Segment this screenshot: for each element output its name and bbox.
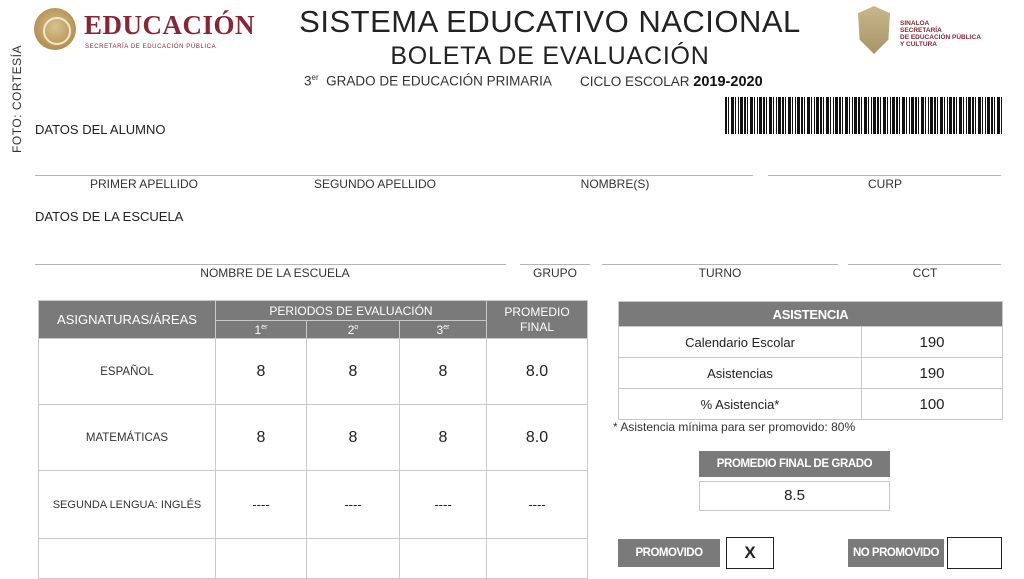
period-3-sup: er [443, 323, 450, 331]
grade-cell: ---- [400, 471, 487, 539]
period-3-num: 3 [436, 322, 444, 337]
sinaloa-shield-icon [858, 6, 890, 54]
page-subtitle: BOLETA DE EVALUACIÓN [390, 42, 710, 70]
attendance-value: 100 [862, 389, 1003, 420]
grades-table [38, 300, 588, 579]
average-cell: 8.0 [487, 405, 588, 471]
grade-cell: 8 [400, 405, 487, 471]
period-1-num: 1 [254, 322, 262, 337]
field-label-group: GRUPO [532, 266, 577, 280]
average-cell [487, 539, 588, 579]
grade-ordinal: er [311, 73, 319, 82]
attendance-table [618, 301, 1003, 420]
subject-name: ESPAÑOL [39, 339, 216, 405]
attendance-value: 190 [862, 358, 1003, 389]
average-cell: ---- [487, 471, 588, 539]
field-label-shift: TURNO [698, 266, 742, 280]
grade-cell: 8 [307, 339, 400, 405]
not-promoted-label: NO PROMOVIDO [848, 539, 944, 567]
final-average-label: PROMEDIO FINAL DE GRADO [699, 451, 890, 477]
table-row [619, 327, 1003, 358]
school-cycle [580, 74, 763, 90]
school-name-line [35, 264, 506, 265]
table-row [39, 405, 588, 471]
attendance-label: Asistencias [619, 358, 862, 389]
attendance-note: * Asistencia mínima para ser promovido: 80% [613, 420, 856, 434]
school-section-title: DATOS DE LA ESCUELA [35, 209, 184, 224]
subject-name [39, 539, 216, 579]
curp-line [768, 175, 1001, 176]
national-seal-icon [34, 8, 76, 50]
header-final-average [487, 301, 588, 339]
field-label-first-surname: PRIMER APELLIDO [89, 177, 199, 191]
student-fields-line [35, 175, 753, 176]
average-cell: 8.0 [487, 339, 588, 405]
period-2-num: 2 [347, 322, 355, 337]
grade-cell [307, 539, 400, 579]
grade-text: GRADO DE EDUCACIÓN PRIMARIA [326, 73, 552, 89]
attendance-label: Calendario Escolar [619, 327, 862, 358]
subject-name: SEGUNDA LENGUA: INGLÉS [39, 471, 216, 539]
sep-logo-word: EDUCACIÓN [84, 10, 256, 40]
table-row [39, 471, 588, 539]
field-label-names: NOMBRE(S) [580, 177, 650, 191]
student-section-title: DATOS DEL ALUMNO [35, 122, 166, 137]
field-label-curp: CURP [867, 177, 902, 191]
cycle-label: CICLO ESCOLAR [580, 74, 690, 89]
sinaloa-line: SINALOA [900, 20, 930, 27]
grade-cell: 8 [216, 405, 307, 471]
grade-line [304, 73, 552, 89]
final-average-value: 8.5 [699, 481, 890, 511]
header-periods: PERIODOS DE EVALUACIÓN [216, 301, 487, 321]
grade-cell: 8 [307, 405, 400, 471]
grade-cell [400, 539, 487, 579]
grade-cell: 8 [400, 339, 487, 405]
sinaloa-line: DE EDUCACIÓN PÚBLICA [900, 34, 981, 41]
field-label-school-name: NOMBRE DE LA ESCUELA [200, 266, 350, 280]
promoted-label: PROMOVIDO [618, 539, 720, 567]
grade-cell: 8 [216, 339, 307, 405]
sinaloa-logo [858, 6, 1018, 58]
table-row [39, 539, 588, 579]
subject-name: MATEMÁTICAS [39, 405, 216, 471]
grade-cell: ---- [307, 471, 400, 539]
table-row [39, 339, 588, 405]
cycle-value: 2019-2020 [693, 74, 763, 90]
sinaloa-line: Y CULTURA [900, 41, 937, 48]
attendance-value: 190 [862, 327, 1003, 358]
group-line [520, 264, 590, 265]
table-row [619, 389, 1003, 420]
grade-cell: ---- [216, 471, 307, 539]
grade-cell [216, 539, 307, 579]
sinaloa-line: SECRETARÍA [900, 27, 942, 34]
header-period-1 [216, 321, 307, 339]
header-subjects: ASIGNATURAS/ÁREAS [39, 301, 216, 339]
shift-line [602, 264, 838, 265]
page-title: SISTEMA EDUCATIVO NACIONAL [299, 4, 801, 39]
not-promoted-checkbox [947, 537, 1002, 569]
promoted-checkbox: X [726, 537, 774, 569]
cct-line [848, 264, 1001, 265]
field-label-cct: CCT [912, 266, 938, 280]
sep-logo-subtitle: SECRETARÍA DE EDUCACIÓN PÚBLICA [85, 44, 217, 50]
header-final-average-line2: FINAL [519, 319, 554, 334]
period-1-sup: er [261, 323, 268, 331]
barcode [725, 97, 1003, 134]
header-final-average-line1: PROMEDIO [504, 304, 570, 319]
field-label-second-surname: SEGUNDO APELLIDO [313, 177, 437, 191]
sep-logo [34, 6, 256, 56]
grade-number: 3 [304, 73, 312, 89]
attendance-label: % Asistencia* [619, 389, 862, 420]
attendance-title: ASISTENCIA [619, 302, 1003, 327]
table-row [619, 358, 1003, 389]
header-period-2 [307, 321, 400, 339]
period-2-sup: o [354, 323, 359, 331]
header-period-3 [400, 321, 487, 339]
photo-credit: FOTO: CORTESÍA [10, 45, 24, 153]
